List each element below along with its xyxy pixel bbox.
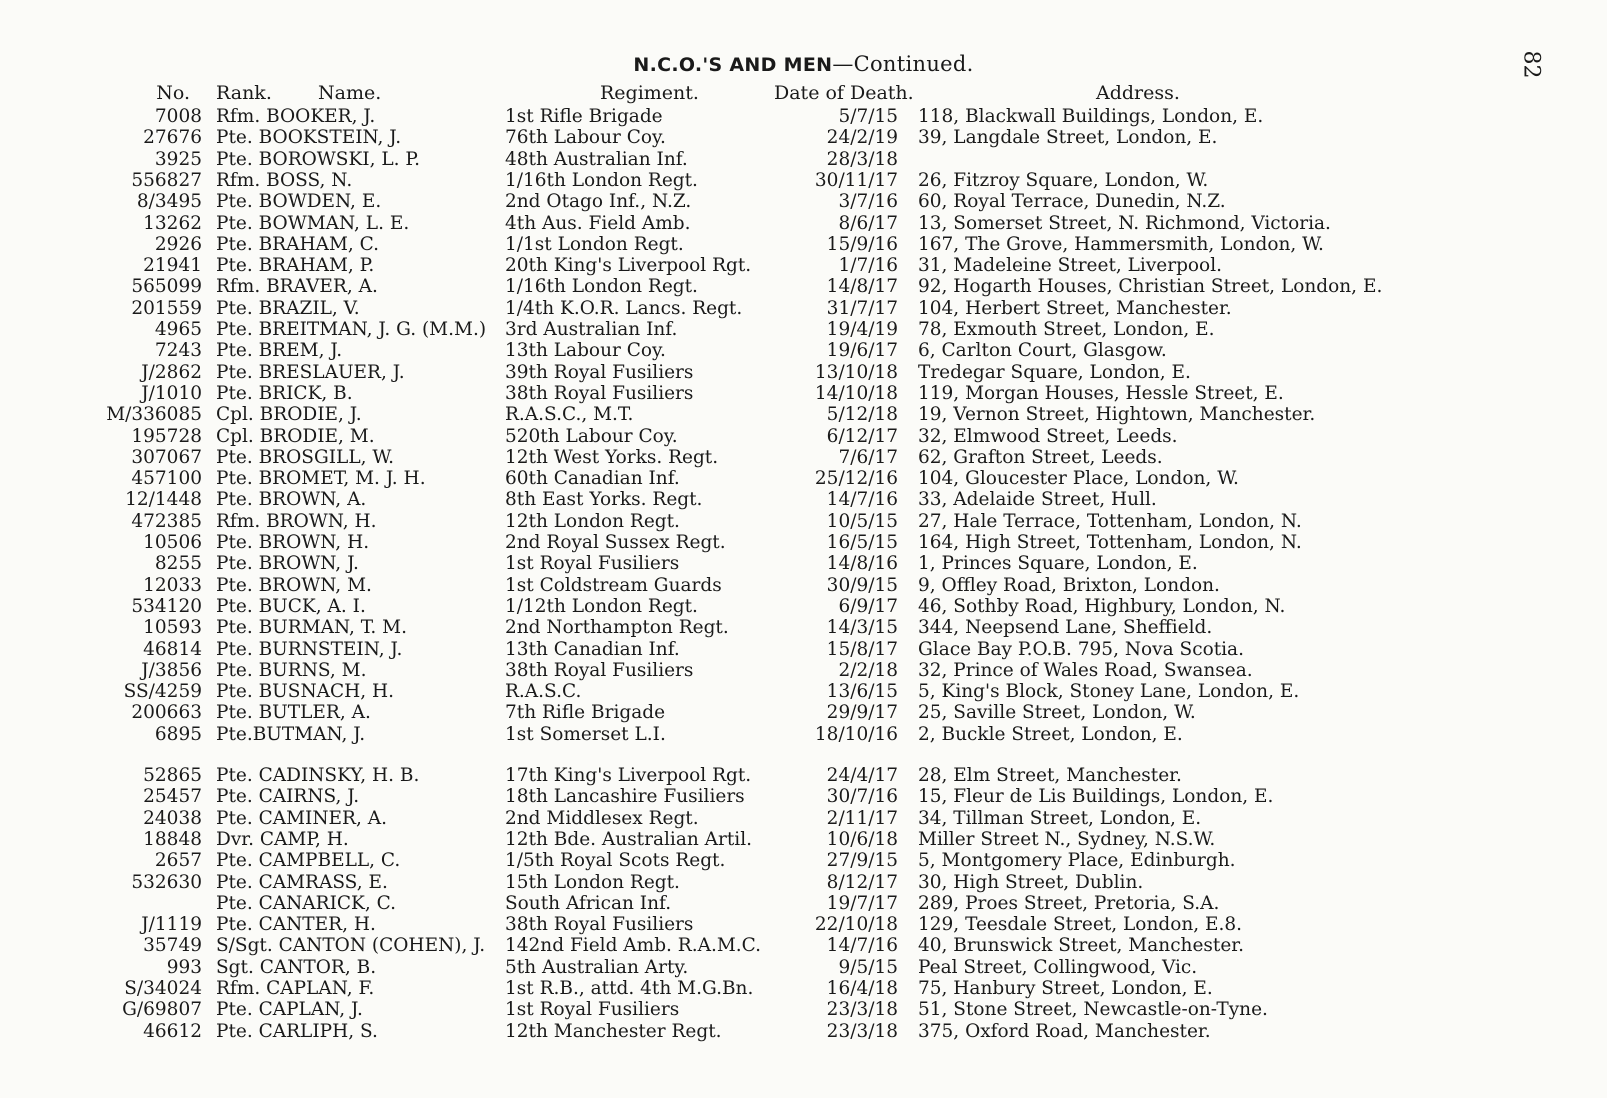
regiment: 8th East Yorks. Regt.	[505, 489, 703, 511]
rank-name: Pte. CADINSKY, H. B.	[216, 765, 420, 786]
table-row	[0, 893, 1607, 915]
date-of-death: 15/8/17	[826, 638, 898, 660]
table-row	[0, 511, 1607, 533]
table-row	[0, 978, 1607, 1000]
regiment: 12th London Regt.	[505, 510, 680, 532]
rank-name: Pte. BUSNACH, H.	[216, 681, 395, 703]
table-row	[0, 170, 1607, 192]
rank-name: Rfm. CAPLAN, F.	[216, 978, 375, 999]
service-number: J/2862	[141, 361, 202, 383]
date-of-death: 6/9/17	[838, 595, 898, 617]
table-row	[0, 489, 1607, 511]
regiment: 1/12th London Regt.	[505, 595, 698, 617]
address: 25, Saville Street, London, W.	[918, 702, 1196, 724]
regiment: 15th London Regt.	[505, 871, 680, 893]
date-of-death: 19/4/19	[826, 319, 898, 340]
address: 31, Madeleine Street, Liverpool.	[918, 255, 1222, 277]
service-number: 472385	[131, 510, 202, 532]
table-row	[0, 786, 1607, 808]
date-of-death: 5/12/18	[826, 404, 898, 426]
page-number: 82	[1518, 50, 1544, 79]
address: 118, Blackwall Buildings, London, E.	[918, 106, 1264, 127]
service-number: 993	[166, 956, 202, 978]
service-number: 8/3495	[136, 191, 202, 213]
table-row	[0, 191, 1607, 213]
date-of-death: 7/6/17	[838, 446, 898, 468]
date-of-death: 30/9/15	[826, 574, 898, 596]
table-row	[0, 872, 1607, 894]
service-number: 532630	[131, 871, 202, 893]
date-of-death: 9/5/15	[838, 956, 898, 978]
date-of-death: 14/8/16	[826, 553, 898, 575]
regiment: 1st Royal Fusiliers	[505, 999, 680, 1021]
date-of-death: 28/3/18	[826, 148, 898, 170]
date-of-death: 3/7/16	[838, 191, 898, 213]
rank-name: Pte. CAMRASS, E.	[216, 871, 388, 893]
date-of-death: 5/7/15	[838, 106, 898, 127]
service-number: 18848	[143, 828, 202, 850]
header-date: Date of Death.	[774, 82, 914, 104]
address: Peal Street, Collingwood, Vic.	[918, 956, 1198, 978]
regiment: 1/4th K.O.R. Lancs. Regt.	[505, 297, 743, 319]
address: 33, Adelaide Street, Hull.	[918, 489, 1157, 511]
date-of-death: 27/9/15	[826, 850, 898, 872]
table-row	[0, 532, 1607, 554]
date-of-death: 14/10/18	[814, 382, 898, 404]
address: 164, High Street, Tottenham, London, N.	[918, 532, 1302, 553]
date-of-death: 30/11/17	[814, 169, 898, 191]
rank-name: Pte. BREM, J.	[216, 340, 343, 362]
header-rank: Rank.	[216, 82, 272, 104]
service-number: J/1010	[141, 382, 202, 404]
date-of-death: 23/3/18	[826, 999, 898, 1021]
regiment: 12th West Yorks. Regt.	[505, 446, 719, 468]
address: 39, Langdale Street, London, E.	[918, 127, 1218, 149]
date-of-death: 22/10/18	[814, 914, 898, 936]
table-row	[0, 596, 1607, 618]
rank-name: Rfm. BOOKER, J.	[216, 106, 376, 127]
regiment: 48th Australian Inf.	[505, 148, 688, 170]
service-number: SS/4259	[123, 681, 202, 703]
table-row	[0, 276, 1607, 298]
rank-name: Pte. CAMPBELL, C.	[216, 850, 401, 872]
regiment: 1st Somerset L.I.	[505, 723, 666, 745]
table-row	[0, 340, 1607, 362]
rank-name: Pte. BOROWSKI, L. P.	[216, 148, 420, 170]
service-number: 46612	[143, 1020, 202, 1042]
table-row	[0, 447, 1607, 469]
address: 289, Proes Street, Pretoria, S.A.	[918, 892, 1220, 914]
service-number: S/34024	[124, 978, 202, 999]
rank-name: Pte. BROMET, M. J. H.	[216, 468, 426, 490]
rank-name: Pte. BRAHAM, P.	[216, 255, 375, 277]
service-number: 8255	[154, 553, 202, 575]
regiment: 17th King's Liverpool Rgt.	[505, 765, 752, 786]
header-no: No.	[156, 82, 190, 104]
date-of-death: 2/11/17	[826, 807, 898, 829]
service-number: 7008	[154, 106, 202, 127]
service-number: 556827	[131, 169, 202, 191]
address: 26, Fitzroy Square, London, W.	[918, 169, 1209, 191]
date-of-death: 23/3/18	[826, 1020, 898, 1042]
address: 344, Neepsend Lane, Sheffield.	[918, 617, 1213, 639]
rank-name: Pte. BOOKSTEIN, J.	[216, 127, 402, 149]
service-number: 10593	[143, 617, 202, 639]
regiment: 2nd Royal Sussex Regt.	[505, 532, 726, 553]
table-row	[0, 808, 1607, 830]
rank-name: Pte. BOWDEN, E.	[216, 191, 382, 213]
rank-name: Pte. BROWN, J.	[216, 553, 359, 575]
service-number: 6895	[154, 723, 202, 745]
table-row	[0, 553, 1607, 575]
regiment: 1st R.B., attd. 4th M.G.Bn.	[505, 978, 754, 999]
regiment: South African Inf.	[505, 892, 672, 914]
table-row	[0, 765, 1607, 787]
table-row	[0, 319, 1607, 341]
regiment: 20th King's Liverpool Rgt.	[505, 255, 752, 277]
service-number: 457100	[131, 468, 202, 490]
heading-continued: —Continued.	[832, 52, 974, 76]
date-of-death: 2/2/18	[838, 659, 898, 681]
service-number: 52865	[143, 765, 202, 786]
table-row	[0, 935, 1607, 957]
regiment: 1st Rifle Brigade	[505, 106, 663, 127]
rank-name: Pte. CAMINER, A.	[216, 807, 387, 829]
service-number: 25457	[143, 786, 202, 808]
rank-name: Pte. BRESLAUER, J.	[216, 361, 405, 383]
address: 34, Tillman Street, London, E.	[918, 807, 1202, 829]
service-number: G/69807	[122, 999, 202, 1021]
date-of-death: 14/7/16	[826, 935, 898, 957]
address: Miller Street N., Sydney, N.S.W.	[918, 828, 1216, 850]
page-heading	[0, 52, 1607, 76]
date-of-death: 10/5/15	[826, 510, 898, 532]
date-of-death: 16/5/15	[826, 532, 898, 553]
address: 62, Grafton Street, Leeds.	[918, 446, 1163, 468]
regiment: 12th Bde. Australian Artil.	[505, 828, 753, 850]
service-number: 27676	[143, 127, 202, 149]
header-name: Name.	[318, 82, 382, 104]
rank-name: Rfm. BOSS, N.	[216, 169, 353, 191]
service-number: 200663	[131, 702, 202, 724]
date-of-death: 14/8/17	[826, 276, 898, 298]
date-of-death: 16/4/18	[826, 978, 898, 999]
service-number: 10506	[143, 532, 202, 553]
regiment: 2nd Middlesex Regt.	[505, 807, 699, 829]
regiment: R.A.S.C.	[505, 681, 582, 703]
address: 119, Morgan Houses, Hessle Street, E.	[918, 382, 1284, 404]
table-row	[0, 681, 1607, 703]
rank-name: Pte. BURNSTEIN, J.	[216, 638, 403, 660]
date-of-death: 18/10/16	[814, 723, 898, 745]
table-row	[0, 914, 1607, 936]
rank-name: Pte. CANTER, H.	[216, 914, 376, 936]
regiment: 3rd Australian Inf.	[505, 319, 678, 340]
header-address: Address.	[1096, 82, 1180, 104]
address: 30, High Street, Dublin.	[918, 871, 1144, 893]
table-row	[0, 404, 1607, 426]
address: 5, Montgomery Place, Edinburgh.	[918, 850, 1236, 872]
table-row	[0, 575, 1607, 597]
address: 15, Fleur de Lis Buildings, London, E.	[918, 786, 1274, 808]
table-row	[0, 957, 1607, 979]
table-row	[0, 106, 1607, 128]
address: 19, Vernon Street, Hightown, Manchester.	[918, 404, 1316, 426]
table-row	[0, 660, 1607, 682]
rank-name: Pte. BROWN, H.	[216, 532, 370, 553]
address: 129, Teesdale Street, London, E.8.	[918, 914, 1243, 936]
address: 167, The Grove, Hammersmith, London, W.	[918, 233, 1324, 255]
service-number: 195728	[131, 425, 202, 447]
regiment: 1st Royal Fusiliers	[505, 553, 680, 575]
rank-name: Pte. BURNS, M.	[216, 659, 367, 681]
rank-name: Pte. CAIRNS, J.	[216, 786, 360, 808]
service-number: 2657	[154, 850, 202, 872]
address: 9, Offley Road, Brixton, London.	[918, 574, 1220, 596]
date-of-death: 29/9/17	[826, 702, 898, 724]
regiment: 38th Royal Fusiliers	[505, 659, 694, 681]
address: 375, Oxford Road, Manchester.	[918, 1020, 1211, 1042]
address: 5, King's Block, Stoney Lane, London, E.	[918, 681, 1300, 703]
date-of-death: 8/6/17	[838, 212, 898, 234]
date-of-death: 15/9/16	[826, 233, 898, 255]
service-number: 12033	[143, 574, 202, 596]
regiment: 1/1st London Regt.	[505, 233, 684, 255]
column-headers	[0, 82, 1607, 104]
regiment: 13th Labour Coy.	[505, 340, 666, 362]
service-number: 4965	[154, 319, 202, 340]
regiment: 2nd Otago Inf., N.Z.	[505, 191, 692, 213]
regiment: 7th Rifle Brigade	[505, 702, 666, 724]
regiment: 1st Coldstream Guards	[505, 574, 722, 596]
rank-name: Pte. BROWN, M.	[216, 574, 372, 596]
table-row	[0, 724, 1607, 746]
rank-name: Pte. BRICK, B.	[216, 382, 353, 404]
address: Tredegar Square, London, E.	[918, 361, 1191, 383]
rank-name: Pte. BREITMAN, J. G. (M.M.)	[216, 319, 487, 340]
table-row	[0, 362, 1607, 384]
rank-name: Cpl. BRODIE, M.	[216, 425, 375, 447]
rank-name: Pte. CANARICK, C.	[216, 892, 397, 914]
rank-name: Dvr. CAMP, H.	[216, 828, 349, 850]
address: 28, Elm Street, Manchester.	[918, 765, 1182, 786]
service-number: 534120	[131, 595, 202, 617]
regiment: 39th Royal Fusiliers	[505, 361, 694, 383]
address: 1, Princes Square, London, E.	[918, 553, 1198, 575]
rank-name: Pte. BOWMAN, L. E.	[216, 212, 410, 234]
address: 32, Elmwood Street, Leeds.	[918, 425, 1178, 447]
table-row	[0, 127, 1607, 149]
rank-name: Sgt. CANTOR, B.	[216, 956, 377, 978]
regiment: R.A.S.C., M.T.	[505, 404, 634, 426]
address: 13, Somerset Street, N. Richmond, Victoria.	[918, 212, 1331, 234]
heading-bold: N.C.O.'S AND MEN	[633, 54, 833, 76]
address: 75, Hanbury Street, London, E.	[918, 978, 1213, 999]
regiment: 60th Canadian Inf.	[505, 468, 680, 490]
rank-name: Pte. BROWN, A.	[216, 489, 367, 511]
regiment: 38th Royal Fusiliers	[505, 382, 694, 404]
date-of-death: 24/2/19	[826, 127, 898, 149]
regiment: 38th Royal Fusiliers	[505, 914, 694, 936]
table-row	[0, 213, 1607, 235]
date-of-death: 8/12/17	[826, 871, 898, 893]
service-number: 46814	[143, 638, 202, 660]
rank-name: Rfm. BROWN, H.	[216, 510, 377, 532]
address: Glace Bay P.O.B. 795, Nova Scotia.	[918, 638, 1244, 660]
table-row	[0, 617, 1607, 639]
service-number: 3925	[154, 148, 202, 170]
table-row	[0, 383, 1607, 405]
service-number: 307067	[131, 446, 202, 468]
table-row	[0, 426, 1607, 448]
address: 2, Buckle Street, London, E.	[918, 723, 1183, 745]
service-number: J/3856	[141, 659, 202, 681]
address: 46, Sothby Road, Highbury, London, N.	[918, 595, 1286, 617]
table-row	[0, 702, 1607, 724]
address: 104, Herbert Street, Manchester.	[918, 297, 1232, 319]
address: 6, Carlton Court, Glasgow.	[918, 340, 1167, 362]
table-row	[0, 149, 1607, 171]
address: 78, Exmouth Street, London, E.	[918, 319, 1215, 340]
service-number: 35749	[143, 935, 202, 957]
regiment: 142nd Field Amb. R.A.M.C.	[505, 935, 762, 957]
date-of-death: 13/6/15	[826, 681, 898, 703]
table-row	[0, 298, 1607, 320]
date-of-death: 25/12/16	[814, 468, 898, 490]
date-of-death: 1/7/16	[838, 255, 898, 277]
regiment: 4th Aus. Field Amb.	[505, 212, 691, 234]
regiment: 12th Manchester Regt.	[505, 1020, 722, 1042]
table-row	[0, 468, 1607, 490]
regiment: 18th Lancashire Fusiliers	[505, 786, 745, 808]
rank-name: Pte.BUTMAN, J.	[216, 723, 366, 745]
address: 27, Hale Terrace, Tottenham, London, N.	[918, 510, 1302, 532]
rank-name: Pte. CARLIPH, S.	[216, 1020, 378, 1042]
address: 32, Prince of Wales Road, Swansea.	[918, 659, 1253, 681]
rank-name: Pte. BROSGILL, W.	[216, 446, 395, 468]
rank-name: S/Sgt. CANTON (COHEN), J.	[216, 935, 486, 957]
regiment: 1/16th London Regt.	[505, 169, 698, 191]
rank-name: Pte. BRAHAM, C.	[216, 233, 380, 255]
address: 40, Brunswick Street, Manchester.	[918, 935, 1244, 957]
regiment: 5th Australian Arty.	[505, 956, 689, 978]
table-row	[0, 999, 1607, 1021]
header-regiment: Regiment.	[600, 82, 699, 104]
date-of-death: 24/4/17	[826, 765, 898, 786]
regiment: 2nd Northampton Regt.	[505, 617, 729, 639]
regiment: 13th Canadian Inf.	[505, 638, 680, 660]
table-row	[0, 829, 1607, 851]
service-number: 201559	[131, 297, 202, 319]
date-of-death: 19/6/17	[826, 340, 898, 362]
table-row	[0, 639, 1607, 661]
date-of-death: 10/6/18	[826, 828, 898, 850]
regiment: 520th Labour Coy.	[505, 425, 678, 447]
rank-name: Cpl. BRODIE, J.	[216, 404, 362, 426]
service-number: 24038	[143, 807, 202, 829]
service-number: 565099	[131, 276, 202, 298]
date-of-death: 19/7/17	[826, 892, 898, 914]
table-row	[0, 255, 1607, 277]
date-of-death: 30/7/16	[826, 786, 898, 808]
regiment: 76th Labour Coy.	[505, 127, 666, 149]
rank-name: Pte. BURMAN, T. M.	[216, 617, 407, 639]
date-of-death: 6/12/17	[826, 425, 898, 447]
rank-name: Pte. BUCK, A. I.	[216, 595, 366, 617]
service-number: 21941	[143, 255, 202, 277]
date-of-death: 14/7/16	[826, 489, 898, 511]
address: 51, Stone Street, Newcastle-on-Tyne.	[918, 999, 1268, 1021]
service-number: 2926	[154, 233, 202, 255]
address: 92, Hogarth Houses, Christian Street, London, E.	[918, 276, 1383, 298]
service-number: M/336085	[106, 404, 202, 426]
date-of-death: 31/7/17	[826, 297, 898, 319]
rank-name: Pte. BRAZIL, V.	[216, 297, 360, 319]
regiment: 1/5th Royal Scots Regt.	[505, 850, 726, 872]
address: 104, Gloucester Place, London, W.	[918, 468, 1239, 490]
table-row	[0, 234, 1607, 256]
regiment: 1/16th London Regt.	[505, 276, 698, 298]
date-of-death: 14/3/15	[826, 617, 898, 639]
service-number: J/1119	[141, 914, 202, 936]
rank-name: Pte. BUTLER, A.	[216, 702, 371, 724]
service-number: 7243	[154, 340, 202, 362]
date-of-death: 13/10/18	[814, 361, 898, 383]
rank-name: Pte. CAPLAN, J.	[216, 999, 363, 1021]
address: 60, Royal Terrace, Dunedin, N.Z.	[918, 191, 1226, 213]
rank-name: Rfm. BRAVER, A.	[216, 276, 378, 298]
table-row	[0, 1021, 1607, 1043]
service-number: 13262	[143, 212, 202, 234]
table-row	[0, 850, 1607, 872]
service-number: 12/1448	[125, 489, 202, 511]
